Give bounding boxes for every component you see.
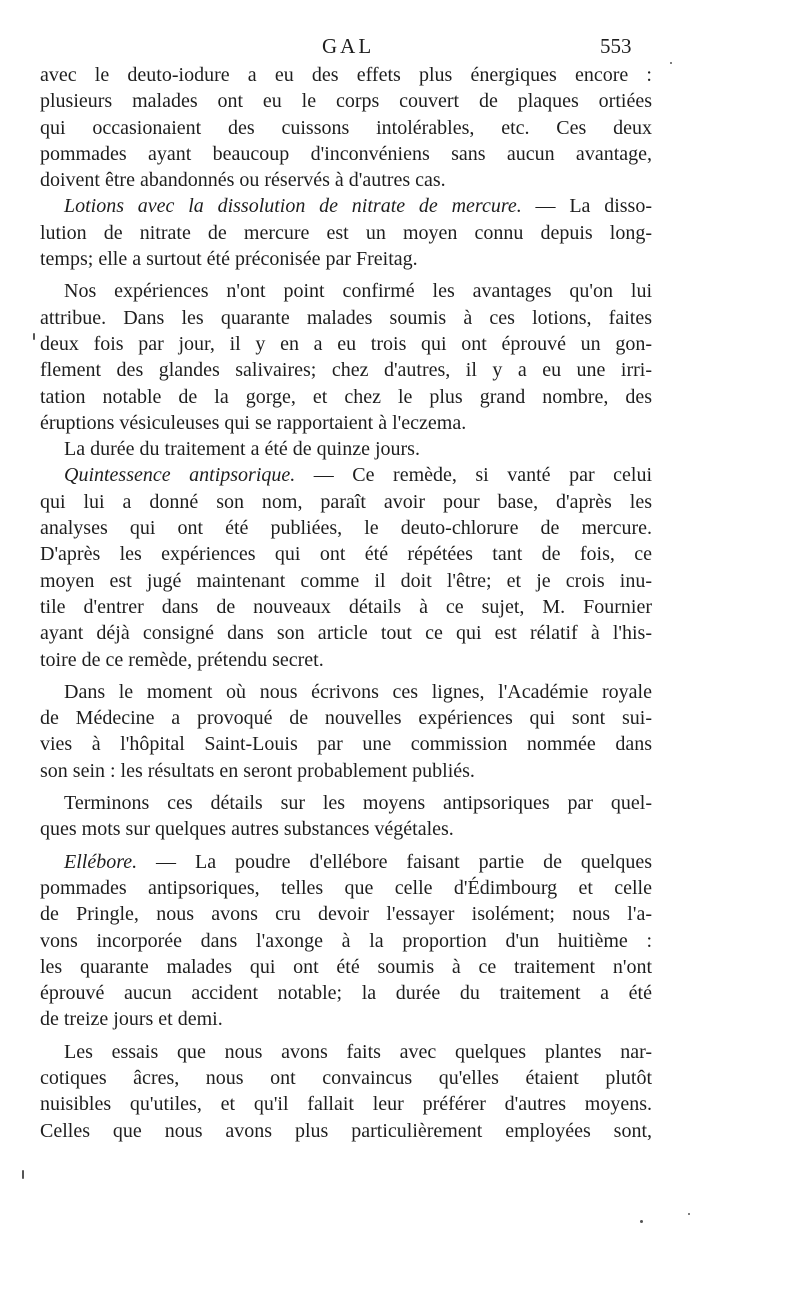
- text-line: [40, 115, 652, 141]
- italic-heading: Quintessence antipsorique.: [64, 464, 296, 487]
- line-text: deux fois par jour, il y en a eu trois qui ont éprouvé un gon-: [40, 332, 652, 355]
- line-text: — Ce remède, si vanté par celui: [295, 464, 652, 487]
- text-line: [40, 679, 652, 705]
- text-line: [40, 331, 652, 357]
- text-line: [40, 410, 652, 436]
- line-text: vies à l'hôpital Saint-Louis par une commission nommée dans: [40, 733, 652, 756]
- line-text: moyen est jugé maintenant comme il doit l'être; et je crois inu-: [40, 569, 652, 592]
- text-line: [40, 928, 652, 954]
- text-line: [40, 1006, 652, 1032]
- line-text: Celles que nous avons plus particulièrement employées sont,: [40, 1119, 652, 1142]
- text-line: [40, 647, 652, 673]
- line-text: les quarante malades qui ont été soumis à ce traitement n'ont: [40, 955, 652, 978]
- line-text: qui occasionaient des cuissons intolérables, etc. Ces deux: [40, 116, 652, 139]
- text-line: [40, 141, 652, 167]
- text-line: [40, 489, 652, 515]
- scan-speck: [22, 1170, 24, 1179]
- scan-speck: [688, 1213, 690, 1215]
- line-text: son sein : les résultats en seront probablement publiés.: [40, 759, 475, 782]
- text-line: [40, 278, 652, 304]
- text-line: [40, 436, 652, 462]
- text-line: [40, 758, 652, 784]
- italic-heading: Ellébore.: [64, 850, 138, 873]
- text-line: [40, 246, 652, 272]
- text-line: [40, 816, 652, 842]
- line-text: lution de nitrate de mercure est un moyen connu depuis long-: [40, 221, 652, 244]
- line-text: Nos expériences n'ont point confirmé les avantages qu'on lui: [64, 280, 652, 303]
- line-text: D'après les expériences qui ont été répétées tant de fois, ce: [40, 543, 652, 566]
- text-line: [40, 62, 652, 88]
- line-text: Terminons ces détails sur les moyens antipsoriques par quel-: [64, 792, 652, 815]
- text-line: [40, 167, 652, 193]
- line-text: pommades ayant beaucoup d'inconvéniens sans aucun avantage,: [40, 142, 652, 165]
- text-line: [40, 220, 652, 246]
- line-text: ques mots sur quelques autres substances végétales.: [40, 818, 454, 841]
- scan-speck: [33, 333, 35, 340]
- line-text: tile d'entrer dans de nouveaux détails à ce sujet, M. Fournier: [40, 595, 652, 618]
- text-line: [40, 901, 652, 927]
- text-line: [40, 1118, 652, 1144]
- running-head: [0, 34, 800, 60]
- text-line: [40, 568, 652, 594]
- line-text: vons incorporée dans l'axonge à la proportion d'un huitième :: [40, 929, 652, 952]
- line-text: La durée du traitement a été de quinze jours.: [64, 438, 420, 461]
- line-text: doivent être abandonnés ou réservés à d'autres cas.: [40, 169, 446, 192]
- text-line: [40, 384, 652, 410]
- text-line: [40, 849, 652, 875]
- line-text: analyses qui ont été publiées, le deuto-chlorure de mercure.: [40, 517, 652, 540]
- body-text: [40, 62, 652, 1144]
- scan-speck: [670, 62, 672, 64]
- italic-heading: Lotions avec la dissolution de nitrate de mercure.: [64, 195, 522, 218]
- line-text: de Pringle, nous avons cru devoir l'essayer isolément; nous l'a-: [40, 903, 652, 926]
- text-line: [40, 790, 652, 816]
- line-text: éruptions vésiculeuses qui se rapportaient à l'eczema.: [40, 411, 467, 434]
- running-head-title: GAL: [322, 34, 375, 58]
- line-text: — La disso-: [521, 195, 652, 218]
- text-line: [40, 705, 652, 731]
- line-text: tation notable de la gorge, et chez le plus grand nombre, des: [40, 385, 652, 408]
- page-number: 553: [600, 34, 632, 58]
- text-line: [40, 88, 652, 114]
- text-line: [40, 620, 652, 646]
- text-line: [40, 515, 652, 541]
- text-line: [40, 980, 652, 1006]
- line-text: flement des glandes salivaires; chez d'autres, il y a eu une irri-: [40, 359, 652, 382]
- text-line: [40, 875, 652, 901]
- line-text: qui lui a donné son nom, paraît avoir pour base, d'après les: [40, 490, 652, 513]
- line-text: plusieurs malades ont eu le corps couvert de plaques ortiées: [40, 90, 652, 113]
- line-text: toire de ce remède, prétendu secret.: [40, 648, 324, 671]
- scan-speck: [640, 1220, 643, 1223]
- line-text: de treize jours et demi.: [40, 1008, 223, 1031]
- line-text: — La poudre d'ellébore faisant partie de quelques: [137, 850, 652, 873]
- text-line: [40, 1091, 652, 1117]
- text-line: [40, 193, 652, 219]
- line-text: ayant déjà consigné dans son article tout ce qui est rélatif à l'his-: [40, 622, 652, 645]
- line-text: pommades antipsoriques, telles que celle d'Édimbourg et celle: [40, 876, 652, 899]
- line-text: avec le deuto-iodure a eu des effets plus énergiques encore :: [40, 64, 652, 86]
- line-text: temps; elle a surtout été préconisée par Freitag.: [40, 248, 418, 271]
- line-text: éprouvé aucun accident notable; la durée du traitement a été: [40, 982, 652, 1005]
- text-line: [40, 305, 652, 331]
- line-text: nuisibles qu'utiles, et qu'il fallait leur préférer d'autres moyens.: [40, 1093, 652, 1116]
- text-line: [40, 731, 652, 757]
- line-text: Les essais que nous avons faits avec quelques plantes nar-: [64, 1040, 652, 1063]
- line-text: attribue. Dans les quarante malades soumis à ces lotions, faites: [40, 306, 652, 329]
- line-text: cotiques âcres, nous ont convaincus qu'elles étaient plutôt: [40, 1066, 652, 1089]
- line-text: de Médecine a provoqué de nouvelles expériences qui sont sui-: [40, 707, 652, 730]
- text-line: [40, 541, 652, 567]
- text-line: [40, 1039, 652, 1065]
- text-line: [40, 357, 652, 383]
- text-line: [40, 462, 652, 488]
- text-line: [40, 954, 652, 980]
- line-text: Dans le moment où nous écrivons ces lignes, l'Académie royale: [64, 680, 652, 703]
- text-line: [40, 1065, 652, 1091]
- text-line: [40, 594, 652, 620]
